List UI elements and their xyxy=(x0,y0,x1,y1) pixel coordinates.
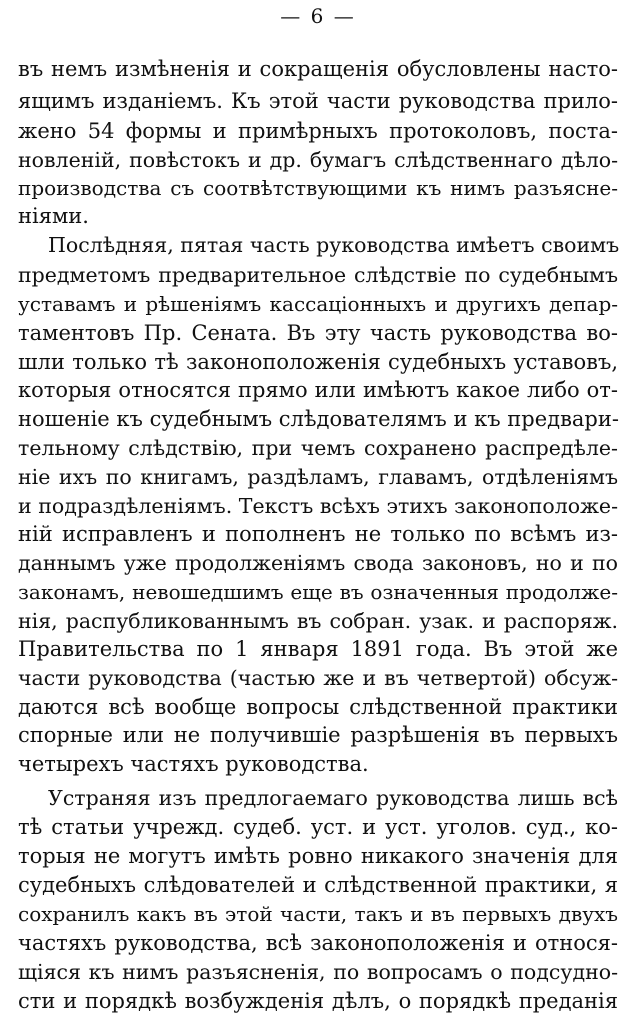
text-line: въ немъ измѣненія и сокращенія обусловлены насто- xyxy=(18,57,618,81)
text-line: ящимъ изданіемъ. Къ этой части руководства прило- xyxy=(18,89,618,113)
text-line: частяхъ руководства, всѣ законоположенія и относя- xyxy=(18,931,618,955)
text-line: Правительства по 1 января 1891 года. Въ этой же xyxy=(18,637,618,661)
text-line: ніями. xyxy=(18,204,89,228)
text-line: предметомъ предварительное слѣдствіе по судебнымъ xyxy=(18,263,618,287)
text-line: законамъ, невошедшимъ еще въ означенныя продолже- xyxy=(18,580,618,604)
text-line: ношеніе къ судебнымъ слѣдователямъ и къ предвари- xyxy=(18,407,619,431)
text-line: спорные или не получившіе разрѣшенія въ первыхъ xyxy=(18,723,618,747)
text-line: тѣ статьи учрежд. судеб. уст. и уст. уголов. суд., ко- xyxy=(18,815,618,839)
text-line: ніе ихъ по книгамъ, раздѣламъ, главамъ, отдѣленіямъ xyxy=(18,465,618,489)
page-number: — 6 — xyxy=(280,4,356,28)
text-line: Устраняя изъ предлогаемаго руководства лишь всѣ xyxy=(48,786,618,810)
text-line: ній исправленъ и пополненъ не только по всѣмъ из- xyxy=(18,522,618,546)
text-line: сохранилъ какъ въ этой части, такъ и въ первыхъ двухъ xyxy=(18,902,618,926)
text-line: торыя не могутъ имѣть ровно никакого значенія для xyxy=(18,844,618,868)
text-line: новленій, повѣстокъ и др. бумагъ слѣдственнаго дѣло- xyxy=(18,148,618,172)
text-line: даются всѣ вообще вопросы слѣдственной практики xyxy=(18,695,618,719)
text-line: уставамъ и рѣшеніямъ кассаціонныхъ и другихъ депар- xyxy=(18,292,618,316)
text-line: щіяся къ нимъ разъясненія, по вопросамъ о подсудно- xyxy=(18,960,618,984)
text-line: даннымъ уже продолженіямъ свода законовъ, но и по xyxy=(18,551,618,575)
text-line: сти и порядкѣ возбужденія дѣлъ, о порядкѣ преданія xyxy=(18,989,618,1013)
text-line: и подраздѣленіямъ. Текстъ всѣхъ этихъ законоположе- xyxy=(18,494,618,518)
text-line: части руководства (частью же и въ четвертой) обсуж- xyxy=(18,666,618,690)
text-line: которыя относятся прямо или имѣютъ какое либо от- xyxy=(18,378,618,402)
text-line: производства съ соотвѣтствующими къ нимъ разъясне- xyxy=(18,176,618,200)
text-line: таментовъ Пр. Сената. Въ эту часть руководства во- xyxy=(18,321,618,345)
text-line: судебныхъ слѣдователей и слѣдственной практики, я xyxy=(18,873,618,897)
text-line: тельному слѣдствію, при чемъ сохранено распредѣле- xyxy=(18,436,618,460)
text-line: шли только тѣ законоположенія судебныхъ уставовъ, xyxy=(18,350,618,374)
text-line: жено 54 формы и примѣрныхъ протоколовъ, поста- xyxy=(18,119,618,143)
text-line: четырехъ частяхъ руководства. xyxy=(18,752,369,776)
text-line: нія, распубликованнымъ въ собран. узак. и распоряж. xyxy=(18,609,618,633)
text-line: Послѣдняя, пятая часть руководства имѣетъ своимъ xyxy=(48,233,620,257)
